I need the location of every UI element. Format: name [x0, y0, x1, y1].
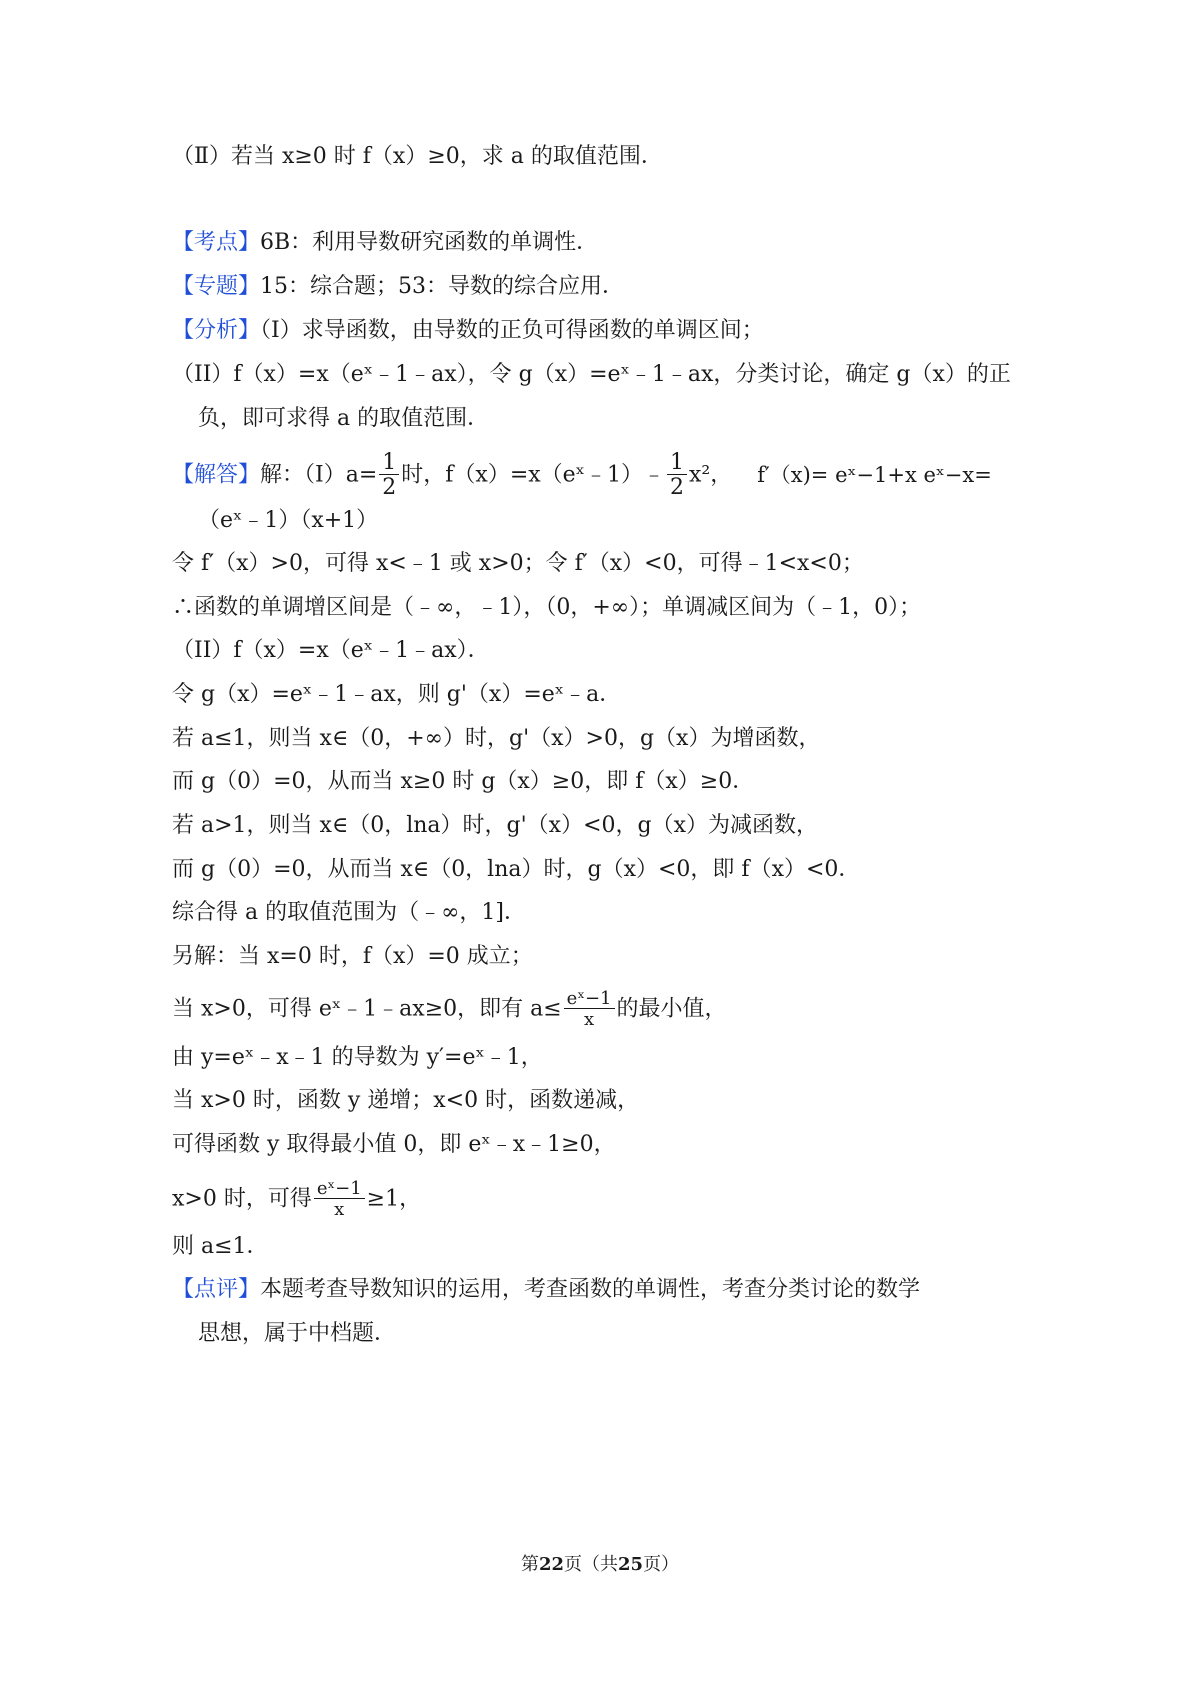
fraction-denominator: x [314, 1198, 365, 1219]
jieda-line [172, 452, 1200, 499]
fenxi-tag: 【分析】 [172, 318, 261, 343]
min-value-text-b: 的最小值， [616, 996, 727, 1022]
fraction-denominator: x [564, 1008, 615, 1029]
alt-solution-line: 另解：当 x=0 时，f（x）=0 成立； [172, 944, 533, 969]
sign-analysis-line: 令 f′（x）>0，可得 x<﹣1 或 x>0；令 f′（x）<0，可得﹣1<x<0； [172, 551, 864, 576]
fenxi-text: （I）求导函数，由导数的正负可得函数的单调区间； [260, 318, 764, 343]
question-part-ii: （Ⅱ）若当 x≥0 时 f（x）≥0，求 a 的取值范围． [172, 144, 663, 169]
footer-page-number: 22 [538, 1554, 564, 1575]
dianping-tag: 【点评】 [172, 1277, 261, 1302]
jieda-line-2: （eˣ﹣1）（x+1） [198, 508, 379, 533]
fraction-one-half-2 [667, 452, 687, 499]
fraction-denominator: 2 [667, 474, 687, 499]
fraction-numerator: eˣ−1 [566, 988, 612, 1009]
zhuanti-line [172, 272, 1200, 302]
kaodian-text: 6B：利用导数研究函数的单调性． [260, 230, 599, 255]
define-g-line: 令 g（x）=eˣ﹣1﹣ax，则 g'（x）=eˣ﹣a． [172, 682, 622, 707]
fraction-one-half [379, 452, 399, 499]
x-positive-text-b: ≥1， [366, 1186, 422, 1212]
jieda-text-c: x²， [689, 462, 733, 488]
x-positive-line [172, 1180, 1200, 1219]
footer-total-pages: 25 [618, 1554, 644, 1575]
case-a-le-1-result-line: 而 g（0）=0，从而当 x≥0 时 g（x）≥0，即 f（x）≥0． [172, 769, 755, 794]
fraction-numerator: eˣ−1 [316, 1178, 362, 1199]
footer-suffix: 页） [643, 1554, 680, 1575]
fenxi-line-3: 负，即可求得 a 的取值范围． [198, 406, 490, 431]
footer-mid: 页（共 [564, 1554, 618, 1575]
kaodian-tag: 【考点】 [172, 230, 261, 255]
zhuanti-text: 15：综合题；53：导数的综合应用． [260, 274, 625, 299]
fenxi-line [172, 316, 1200, 346]
y-derivative-line: 由 y=eˣ﹣x﹣1 的导数为 y′=eˣ﹣1， [172, 1045, 543, 1070]
fraction-denominator: 2 [379, 474, 399, 499]
min-value-line [172, 990, 1200, 1029]
jieda-tag: 【解答】 [172, 462, 261, 488]
zhuanti-tag: 【专题】 [172, 274, 261, 299]
fenxi-line-2: （II）f（x）=x（eˣ﹣1﹣ax），令 g（x）=eˣ﹣1﹣ax，分类讨论，确定 g（x）的正 [172, 362, 1011, 387]
fraction-ex-minus-1-over-x [564, 990, 615, 1029]
jieda-text-a: 解：（I）a= [260, 462, 378, 488]
case-a-le-1-line: 若 a≤1，则当 x∈（0，+∞）时，g'（x）>0，g（x）为增函数， [172, 726, 821, 751]
dianping-line [172, 1275, 1200, 1305]
min-value-text-a: 当 x>0，可得 eˣ﹣1﹣ax≥0，即有 a≤ [172, 996, 562, 1022]
case-a-gt-1-line: 若 a>1，则当 x∈（0，lna）时，g'（x）<0，g（x）为减函数， [172, 813, 819, 838]
fraction-numerator: 1 [670, 450, 684, 475]
monotonic-line: 当 x>0 时，函数 y 递增；x<0 时，函数递减， [172, 1088, 640, 1113]
final-result-line: 则 a≤1． [172, 1234, 269, 1259]
part-ii-line: （II）f（x）=x（eˣ﹣1﹣ax）． [172, 638, 490, 663]
jieda-text-b: 时，f（x）=x（eˣ﹣1）﹣ [401, 462, 665, 488]
x-positive-text-a: x>0 时，可得 [172, 1186, 312, 1212]
derivative-formula: f′（x)= eˣ−1+x eˣ−x= [757, 462, 992, 487]
case-a-gt-1-result-line: 而 g（0）=0，从而当 x∈（0，lna）时，g（x）<0，即 f（x）<0． [172, 857, 861, 882]
dianping-text: 本题考查导数知识的运用，考查函数的单调性，考查分类讨论的数学 [260, 1277, 921, 1302]
min-y-line: 可得函数 y 取得最小值 0，即 eˣ﹣x﹣1≥0， [172, 1132, 616, 1157]
fraction-ex-minus-1-over-x-2 [314, 1180, 365, 1219]
interval-line: ∴函数的单调增区间是（﹣∞，﹣1），（0，+∞）；单调减区间为（﹣1，0）； [172, 595, 922, 620]
dianping-line-2: 思想，属于中档题． [198, 1321, 397, 1346]
fraction-numerator: 1 [382, 450, 397, 475]
page-footer [0, 1553, 1200, 1577]
footer-prefix: 第 [520, 1554, 539, 1575]
kaodian-line [172, 228, 1200, 258]
summary-line: 综合得 a 的取值范围为（﹣∞，1]． [172, 900, 527, 925]
